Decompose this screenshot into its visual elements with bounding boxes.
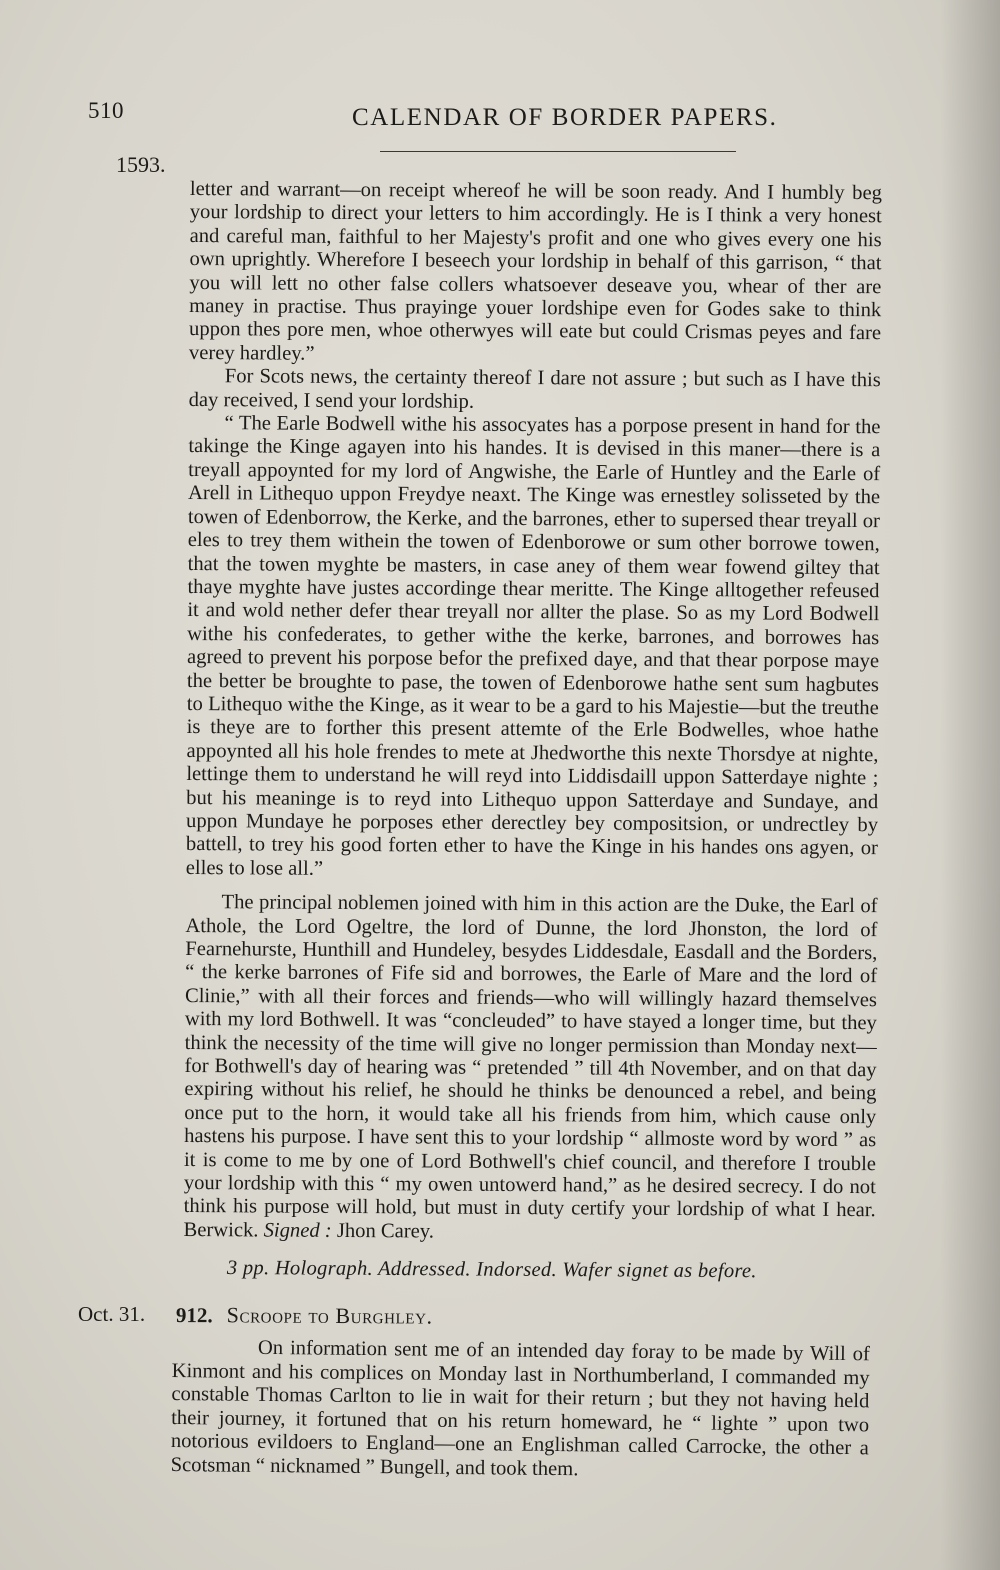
- entry-paragraph: On information sent me of an intended day foray to be made by Will of Kinmont and his complices on Monday last in Northumberland, I commanded my constable Thomas Carlton to lie in wait for their return ; but they not having held their journey, it fortuned that on his return homeward, he “ lighte ” upon two notorious evildoers to England—one an Englishman called Carrocke, the other a Scotsman “ nicknamed ” Bungell, and took them.: [170, 1336, 870, 1481]
- paragraph-continued: letter and warrant—on receipt whereof he will be soon ready. And I humbly beg your lordship to direct your letters to him accordingly. He is I think a very honest and careful man, faithful to her Majesty's profit and one who gives every one his own uprightly. Wherefore I beseech your lordship in behalf of this garrison, “ that you will lett no other false collers whatsoever deseave you, whear of ther are maney in practise. Thus prayinge youer lordshipe even for Godes sake to think uppon thes pore men, whoe otherwyes will eate but could Crismas peyes and fare verey hardley.”: [188, 178, 882, 365]
- year-marginal: 1593.: [116, 152, 166, 177]
- paragraph-bodwell-quote: “ The Earle Bodwell withe his assocyates has a porpose present in hand for the takinge the Kinge agayen into his handes. It is devised in this maner—there is a treyall appoynted for my lord of Angwishe, the Earle of Huntley and the Earle of Arell in Lithequo uppon Freydye neaxt. The Kinge was ernestley solisseted by the towen of Edenborrow, the Kerke, and the barrones, ether to supersed thear treyall or eles to trey them withein the towen of Edenborowe or sum other borrowe towen, that the towen myghte be masters, in case aney of them wear fowend giltey that thaye myghte have justes accordinge thear meritte. The Kinge alltogether refeused it and wold nether defer thear treyall nor allter the plase. So as my Lord Bodwell withe his confederates, to gether withe the kerke, barrones, and borrowes has agreed to prevent his porpose befor the prefixed daye, and that thear porpose maye the better be broughte to pase, the towen of Edenborowe hathe sent sum hagbutes to Lithequo withe the Kinge, as it wear to be a gard to his Majestie—but the treuthe is theye are to forther this present attemte of the Erle Bodwelles, whoe hathe appoynted all his hole frendes to mete at Jhedworthe this nexte Thorsdye at nighte, lettinge them to understand he will reyd into Liddisdaill uppon Satterdaye nighte ; but his meaninge is to reyd into Lithequo uppon Satterdaye and Sundaye, and uppon Mundaye he porposes ether derectley bey compositsion, or undrectley by battell, to trey his good forten ether to have the Kinge in his handes ons agyen, or elles to lose all.”: [185, 412, 881, 880]
- paragraph-noblemen-text: The principal noblemen joined with him in this action are the Duke, the Earl of Athole, the Lord Ogeltre, the lord of Dunne, the lord Jhonston, the lord of Fearnehurste, Hunthill and Hundeley, besydes Liddesdale, Easdall and the Borders, “ the kerke barrones of Fife sid and borrowes, the Earle of Mare and the lord of Clinie,” with all their forces and friends—who will willingly hazard themselves with my lord Bothwell. It was “concleuded” to have stayed a longer time, but they think the necessity of the time will give no longer permission than Monday next—for Bothwell's day of hearing was “ pretended ” till 4th November, and on that day expiring without his relief, he should he thinks be denounced a rebel, and being once put to the horn, it would take all his friends from him, which cause only hastens his purpose. I have sent this to your lordship “ allmoste word by word ” as it is come to me by one of Lord Bothwell's chief council, and therefore I trouble your lordship with this “ my owen untowerd hand,” as he desired secrecy. I do not think his purpose will hold, but must in duty certify your lordship of what I hear. Berwick.: [183, 891, 878, 1242]
- paragraph-noblemen: [183, 891, 877, 1246]
- document-description: 3 pp. Holograph. Addressed. Indorsed. Wafer signet as before.: [226, 1257, 757, 1283]
- letter-body: [183, 178, 881, 1246]
- entry-title: Scroope to Burghley.: [226, 1302, 433, 1329]
- signed-label: Signed :: [263, 1219, 332, 1242]
- paragraph-scots-news: For Scots news, the certainty thereof I dare not assure ; but such as I have this day received, I send your lordship.: [188, 365, 881, 413]
- entry-date: Oct. 31.: [78, 1302, 146, 1326]
- header-rule: [380, 151, 736, 152]
- entry-body: [171, 1336, 870, 1485]
- entry-heading: [176, 1302, 433, 1330]
- page-number: 510: [88, 98, 124, 123]
- running-title: CALENDAR OF BORDER PAPERS.: [352, 104, 778, 131]
- signed-name: Jhon Carey.: [336, 1219, 434, 1243]
- entry-number: 912.: [175, 1303, 213, 1328]
- spine-shadow: [940, 0, 1000, 1570]
